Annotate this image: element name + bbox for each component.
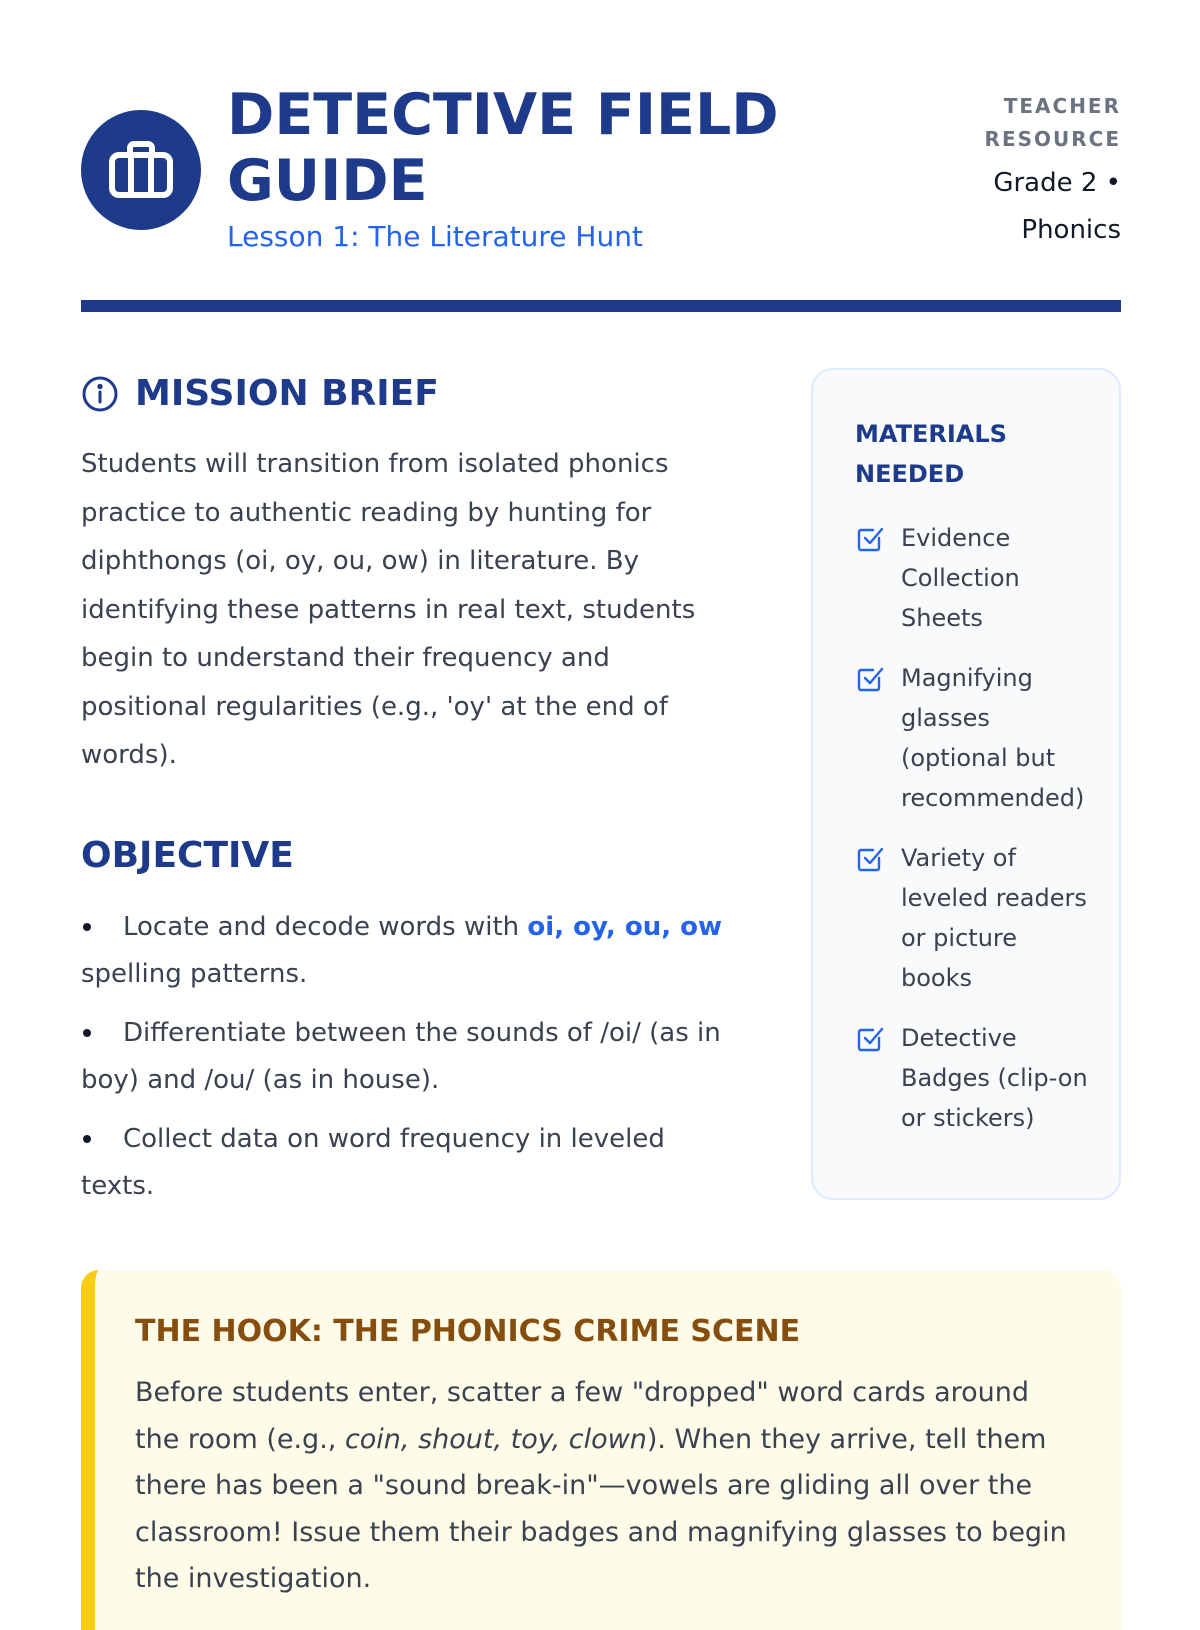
objective-list — [81, 904, 741, 1210]
objective-item-text: Differentiate between the sounds of /oi/ (as in boy) and /ou/ (as in house). — [81, 1017, 721, 1095]
hook-text-intro: Before students enter, scatter a few "dropped" word cards around the room (e.g., — [135, 1377, 1030, 1455]
material-label: Evidence Collection Sheets — [901, 524, 1020, 632]
objective-heading — [81, 832, 741, 880]
logo-badge — [81, 110, 201, 230]
objective-item-text: Locate and decode words with — [123, 911, 528, 942]
mission-heading — [81, 370, 741, 418]
main-column — [81, 370, 741, 1222]
bullet — [81, 1116, 123, 1163]
hook-text-rest: ). When they arrive, tell them there has been a "sound break-in"—vowels are gliding all over the classroom! Issue them their badges and magnifying glasses to begin the investigation. — [135, 1423, 1067, 1594]
checkbox-icon — [855, 524, 885, 554]
objective-item — [81, 1116, 741, 1210]
hook-text — [135, 1370, 1081, 1603]
spelling-patterns-highlight: oi, oy, ou, ow — [527, 911, 723, 942]
material-label: Variety of leveled readers or picture books — [901, 844, 1087, 992]
checkbox-icon — [855, 844, 885, 874]
material-label: Detective Badges (clip-on or stickers) — [901, 1024, 1088, 1132]
bullet — [81, 1010, 123, 1057]
hook-heading: THE HOOK: THE PHONICS CRIME SCENE — [135, 1314, 801, 1349]
objective-item — [81, 904, 741, 998]
page-title: DETECTIVE FIELD GUIDE — [227, 82, 779, 214]
bullet — [81, 904, 123, 951]
info-icon — [81, 375, 119, 413]
header-divider — [81, 300, 1121, 312]
mission-text: Students will transition from isolated phonics practice to authentic reading by hunting for diphthongs (oi, oy, ou, ow) in literature. By identifying these patterns in real text, students begin to understand their frequency and positional regularities (e.g., 'oy' at the end of words). — [81, 449, 696, 770]
objective-item-text: Collect data on word frequency in leveled texts. — [81, 1123, 665, 1201]
title-block — [227, 82, 867, 254]
material-item — [855, 838, 1091, 998]
material-item — [855, 1018, 1091, 1138]
resource-kicker: TEACHER RESOURCE — [984, 94, 1121, 151]
briefcase-icon — [108, 139, 174, 201]
objective-item — [81, 1010, 741, 1104]
checkbox-icon — [855, 664, 885, 694]
materials-card — [811, 368, 1121, 1200]
lesson-subtitle: Lesson 1: The Literature Hunt — [227, 220, 643, 253]
resource-meta — [921, 90, 1121, 254]
material-item — [855, 658, 1091, 818]
hook-example-words: coin, shout, toy, clown — [344, 1423, 647, 1455]
objective-heading-label: OBJECTIVE — [81, 834, 294, 876]
hook-callout — [81, 1270, 1121, 1630]
objective-item-text-end: spelling patterns. — [81, 958, 308, 989]
checkbox-icon — [855, 1024, 885, 1054]
materials-list — [855, 518, 1091, 1138]
mission-heading-label: MISSION BRIEF — [135, 373, 439, 414]
material-label: Magnifying glasses (optional but recommended) — [901, 664, 1085, 812]
grade-subject: Grade 2 • Phonics — [993, 168, 1121, 245]
materials-heading: MATERIALS NEEDED — [855, 420, 1007, 488]
material-item — [855, 518, 1091, 638]
page-header — [81, 82, 1121, 272]
